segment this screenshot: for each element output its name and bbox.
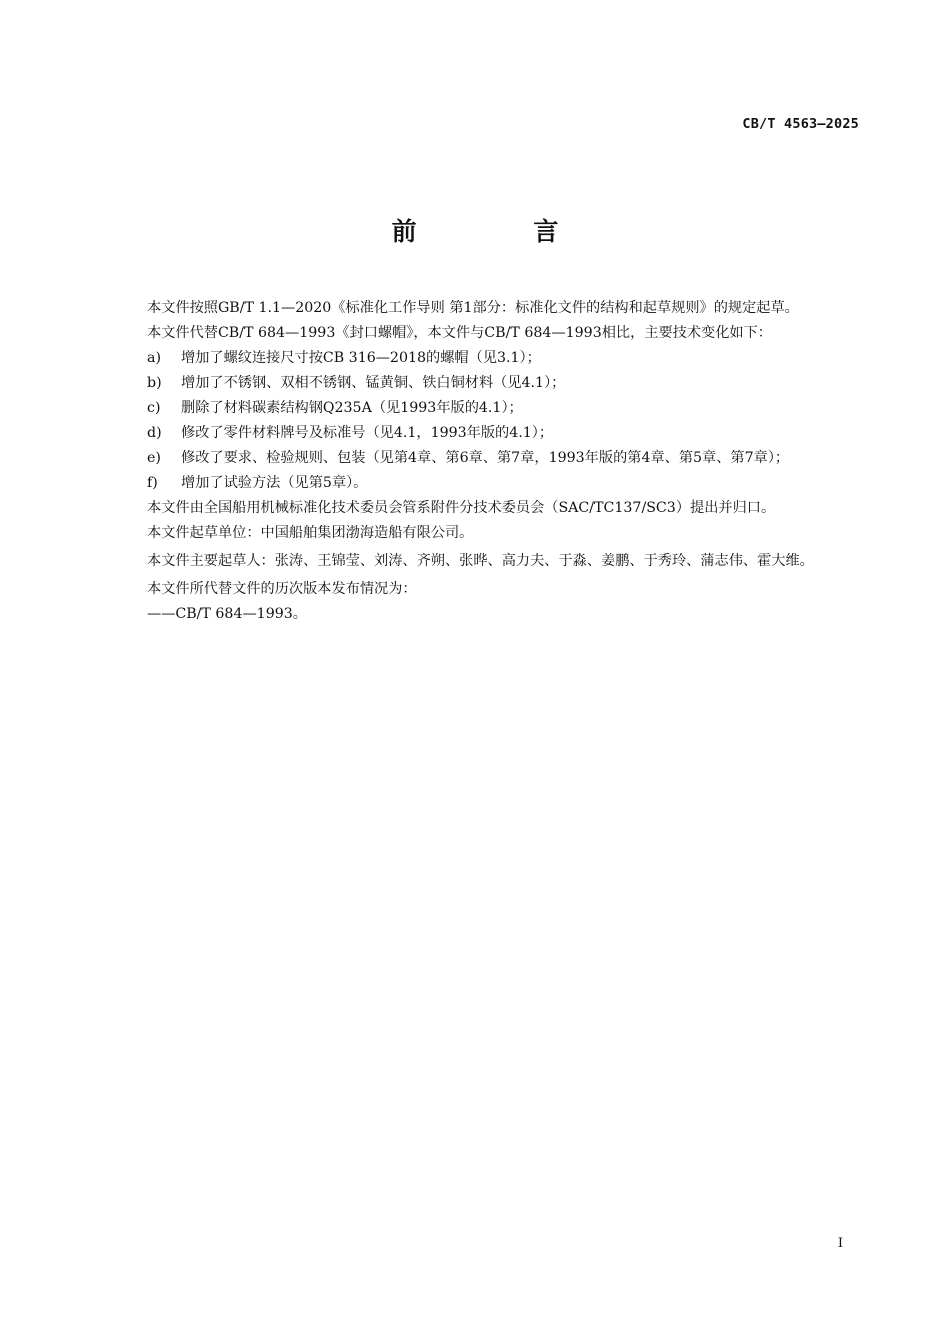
- list-item-mark: d): [147, 425, 162, 441]
- paragraph-drafting-unit: 本文件起草单位：中国船舶集团渤海造船有限公司。: [147, 525, 474, 541]
- page-number: I: [837, 1236, 843, 1251]
- list-item-mark: b): [147, 375, 162, 391]
- paragraph-replacement: 本文件代替CB/T 684—1993《封口螺帽》，本文件与CB/T 684—1993相比，主要技术变化如下：: [147, 325, 772, 341]
- paragraph-drafting-rules: 本文件按照GB/T 1.1—2020《标准化工作导则 第1部分：标准化文件的结构和起草规则》的规定起草。: [147, 300, 799, 316]
- list-item: [114, 371, 860, 396]
- list-item-text: 删除了材料碳素结构钢Q235A（见1993年版的4.1）；: [181, 400, 523, 416]
- paragraph-history: 本文件所代替文件的历次版本发布情况为：: [147, 581, 417, 597]
- list-item: [114, 396, 860, 421]
- list-item-mark: a): [147, 350, 161, 366]
- list-item-text: 修改了零件材料牌号及标准号（见4.1，1993年版的4.1）；: [181, 425, 554, 441]
- list-item-text: 增加了螺纹连接尺寸按CB 316—2018的螺帽（见3.1）；: [181, 350, 541, 366]
- paragraph-history-item: ——CB/T 684—1993。: [147, 606, 307, 622]
- changes-list: [114, 346, 860, 496]
- list-item-mark: e): [147, 450, 161, 466]
- list-item: [114, 421, 860, 446]
- foreword-body: [114, 296, 860, 627]
- list-item-mark: c): [147, 400, 161, 416]
- list-item: [114, 446, 860, 471]
- standard-code: CB/T 4563—2025: [742, 116, 859, 132]
- list-item: [114, 346, 860, 371]
- page-title: 前 言: [391, 217, 613, 246]
- list-item-text: 修改了要求、检验规则、包装（见第4章、第6章、第7章，1993年版的第4章、第5章、第7章）；: [181, 450, 790, 466]
- paragraph-committee: 本文件由全国船用机械标准化技术委员会管系附件分技术委员会（SAC/TC137/SC3）提出并归口。: [147, 500, 776, 516]
- list-item-text: 增加了试验方法（见第5章）。: [181, 475, 368, 491]
- list-item-mark: f): [147, 475, 158, 491]
- paragraph-drafters: 本文件主要起草人：张涛、王锦莹、刘涛、齐朔、张晔、高力夫、于淼、姜鹏、于秀玲、蒲志伟、霍大维。: [147, 553, 814, 569]
- list-item: [114, 471, 860, 496]
- list-item-text: 增加了不锈钢、双相不锈钢、锰黄铜、铁白铜材料（见4.1）；: [181, 375, 566, 391]
